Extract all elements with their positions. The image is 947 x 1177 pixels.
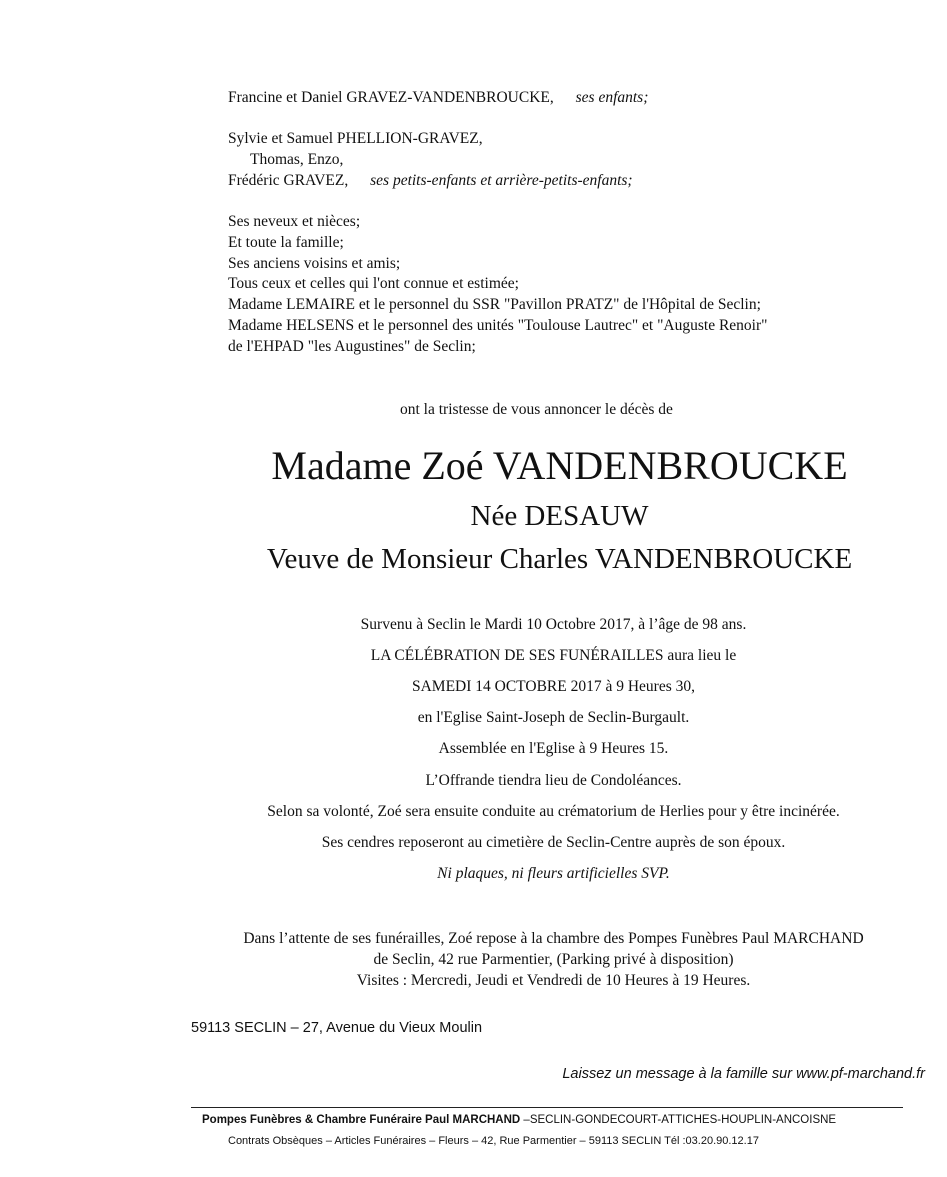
- deceased-name: Madame Zoé VANDENBROUCKE: [271, 443, 848, 488]
- family-other-4: Tous ceux et celles qui l'ont connue et estimée;: [228, 275, 519, 292]
- grandchildren-role: ses petits-enfants et arrière-petits-enfants;: [370, 172, 633, 189]
- children-role: ses enfants;: [575, 89, 649, 106]
- children-names: Francine et Daniel GRAVEZ-VANDENBROUCKE,: [228, 89, 554, 106]
- deceased-widow: Veuve de Monsieur Charles VANDENBROUCKE: [266, 543, 853, 575]
- family-other-1: Ses neveux et nièces;: [228, 213, 361, 230]
- message-line: Laissez un message à la famille sur www.pf-marchand.fr: [562, 1066, 925, 1082]
- family-other-2: Et toute la famille;: [228, 234, 344, 251]
- no-flowers: Ni plaques, ni fleurs artificielles SVP.: [437, 865, 670, 882]
- footer-divider: [191, 1107, 903, 1108]
- detail-5: Assemblée en l'Eglise à 9 Heures 15.: [438, 740, 669, 757]
- rest-line-3: Visites : Mercredi, Jeudi et Vendredi de 10 Heures à 19 Heures.: [356, 972, 751, 989]
- footer-towns: –SECLIN-GONDECOURT-ATTICHES-HOUPLIN-ANCOISNE: [520, 1114, 837, 1126]
- grandchildren-names: Frédéric GRAVEZ,: [228, 172, 349, 189]
- rest-line-1: Dans l’attente de ses funérailles, Zoé repose à la chambre des Pompes Funèbres Paul MARCHAND: [243, 930, 864, 947]
- family-other-3: Ses anciens voisins et amis;: [228, 255, 401, 272]
- footer-line-2: Contrats Obsèques – Articles Funéraires – Fleurs – 42, Rue Parmentier – 59113 SECLIN Tél :03.20.90.12.17: [228, 1135, 759, 1147]
- grandchildren-line-2: Thomas, Enzo,: [250, 151, 344, 168]
- detail-6: L’Offrande tiendra lieu de Condoléances.: [425, 772, 682, 789]
- detail-1: Survenu à Seclin le Mardi 10 Octobre 2017, à l’âge de 98 ans.: [360, 616, 747, 633]
- family-other-6: Madame HELSENS et le personnel des unités "Toulouse Lautrec" et "Auguste Renoir": [228, 317, 768, 334]
- detail-8: Ses cendres reposeront au cimetière de Seclin-Centre auprès de son époux.: [321, 834, 786, 851]
- rest-line-2: de Seclin, 42 rue Parmentier, (Parking privé à disposition): [373, 951, 734, 968]
- family-other-5: Madame LEMAIRE et le personnel du SSR "Pavillon PRATZ" de l'Hôpital de Seclin;: [228, 296, 761, 313]
- grandchildren-line-1: Sylvie et Samuel PHELLION-GRAVEZ,: [228, 130, 483, 147]
- detail-2: LA CÉLÉBRATION DE SES FUNÉRAILLES aura lieu le: [370, 647, 737, 664]
- children-line: [228, 89, 648, 107]
- deceased-born: Née DESAUW: [470, 500, 649, 532]
- family-other-7: de l'EHPAD "les Augustines" de Seclin;: [228, 338, 476, 355]
- detail-3: SAMEDI 14 OCTOBRE 2017 à 9 Heures 30,: [411, 678, 695, 695]
- detail-7: Selon sa volonté, Zoé sera ensuite conduite au crématorium de Herlies pour y être incinérée.: [267, 803, 840, 820]
- address-line: 59113 SECLIN – 27, Avenue du Vieux Moulin: [191, 1020, 483, 1036]
- announce-line: ont la tristesse de vous annoncer le décès de: [400, 401, 673, 418]
- grandchildren-line-3: [228, 172, 633, 190]
- detail-4: en l'Eglise Saint-Joseph de Seclin-Burgault.: [417, 709, 690, 726]
- footer-company: Pompes Funèbres & Chambre Funéraire Paul MARCHAND: [202, 1114, 521, 1126]
- footer-line-1: [202, 1114, 836, 1126]
